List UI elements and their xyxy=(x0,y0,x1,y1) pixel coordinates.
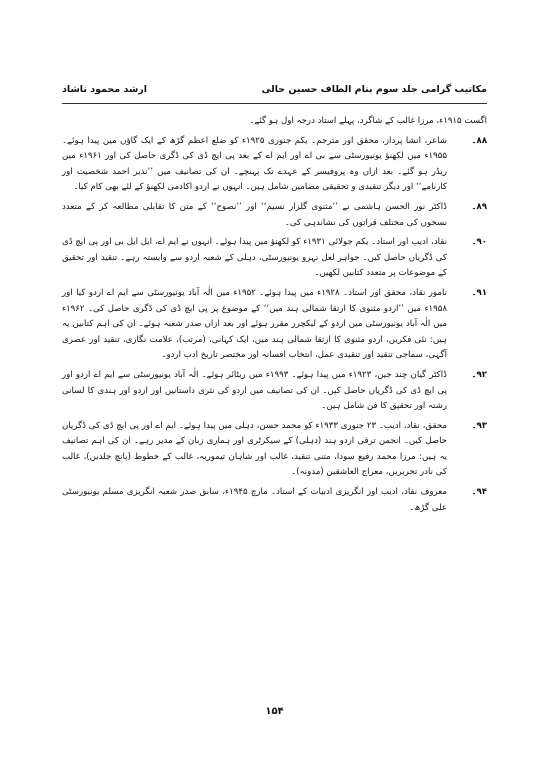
lead-text: اگست ۱۹۱۵ء، مرزا غالب کے شاگرد، پہلے استاد درجہ اول ہو گئے۔ xyxy=(249,116,487,126)
footnote-text: نقاد، ادیب اور استاد۔ یکم جولائی ۱۹۳۱ء کو لکھنؤ میں پیدا ہوئے۔ انہوں نے ایم اے، ایل ایل بی اور پی ایچ ڈی کی ڈگریاں حاصل کیں۔ جواہر لعل نہرو یونیورسٹی، دہلی کے شعبہ اردو سے وابستہ رہے۔ تنقید اور تحقیق کے موضوعات پر متعدد کتابیں لکھیں۔ xyxy=(62,237,448,279)
page-number: ۱۵۴ xyxy=(265,706,284,717)
footnote-text: محقق، نقاد، ادیب۔ ۲۳ جنوری ۱۹۳۳ء کو محمد حسن، دہلی میں پیدا ہوئے۔ ایم اے اور پی ایچ ڈی کی ڈگریاں حاصل کیں۔ انجمن ترقی اردو ہند (دہلی) کے سیکرٹری اور ہماری زبان کے مدیر رہے۔ ان کی اہم تصانیف یہ ہیں: مرزا محمد رفیع سودا، متنی تنقید، غالب اور شاہان تیموریہ، غالب کے خطوط (پانچ جلدیں)، غالب کی نادر تحریریں، معراج العاشقین (مدونہ)۔ xyxy=(62,420,448,478)
header-rule xyxy=(62,103,487,104)
footnote-91 xyxy=(62,286,487,364)
footnote-90 xyxy=(62,235,487,282)
footnote-number: ۹۱۔ xyxy=(471,287,487,298)
footnote-92 xyxy=(62,368,487,415)
footnote-89 xyxy=(62,200,487,231)
footnote-93 xyxy=(62,419,487,481)
footnote-number: ۸۸۔ xyxy=(471,135,487,146)
footnote-number: ۹۴۔ xyxy=(471,487,487,498)
author-name: ارشد محمود ناشاد xyxy=(62,84,148,95)
footnote-number: ۹۳۔ xyxy=(471,420,487,431)
footnote-number: ۹۰۔ xyxy=(471,237,487,248)
footnote-94 xyxy=(62,485,487,516)
footnotes-body xyxy=(62,114,487,520)
footnote-number: ۸۹۔ xyxy=(471,201,487,212)
footnote-text: معروف نقاد، ادیب اور انگریزی ادبیات کے استاد۔ مارچ ۱۹۴۵ء، سابق صدر شعبہ انگریزی مسلم یونیورسٹی علی گڑھ۔ xyxy=(62,487,447,513)
footnote-text: نامور نقاد، محقق اور استاد۔ ۱۹۲۸ء میں پیدا ہوئے۔ ۱۹۵۲ء میں الٰہ آباد یونیورسٹی سے ایم اے اردو کیا اور ۱۹۵۸ء میں ’’اردو مثنوی کا ارتقا شمالی ہند میں‘‘ کے موضوع پر پی ایچ ڈی کی ڈگری حاصل کی۔ ۱۹۶۲ء میں الٰہ آباد یونیورسٹی میں اردو کے لیکچرر مقرر ہوئے اور بعد ازاں صدر شعبہ ہوئے۔ ان کی اہم کتابیں یہ ہیں: نئی فکریں، اردو مثنوی کا ارتقا شمالی ہند میں، ایک کہانی، (مرتب)، علامت نگاری، تنقید اور عصری آگہی، سماجی تنقید اور تنقیدی عمل، انتخاب افسانہ اور مختصر تاریخ ادب اردو۔ xyxy=(62,287,447,361)
footnote-number: ۹۲۔ xyxy=(471,369,487,380)
footnote-text: ڈاکٹر گیان چند جین، ۱۹۲۳ء میں پیدا ہوئے۔ ۱۹۹۳ء میں ریٹائر ہوئے۔ الٰہ آباد یونیورسٹی سے ایم اے اردو اور پی ایچ ڈی کی ڈگریاں حاصل کیں۔ ان کی تصانیف میں اردو کی نثری داستانیں اور اردو اور ہندی کا لسانی رشتہ اور تحقیق کا فن شامل ہیں۔ xyxy=(62,369,447,412)
footnote-text: ڈاکٹر نور الحسن ہاشمی نے ’’مثنوی گلزار نسیم‘‘ اور ’’نصوح‘‘ کے متن کا تقابلی مطالعہ کر کے متعدد نسخوں کی مختلف قراتوں کی نشاندہی کی۔ xyxy=(62,201,447,228)
footnote-text: شاعر، انشا پرداز، محقق اور مترجم۔ یکم جنوری ۱۹۲۵ء کو ضلع اعظم گڑھ کے ایک گاؤں میں پیدا ہوئے۔ ۱۹۵۵ء میں لکھنؤ یونیورسٹی سے بی اے اور ایم اے کے بعد پی ایچ ڈی کی ڈگری حاصل کی اور ۱۹۶۱ء میں ریڈر ہو گئے۔ بعد ازاں وہ پروفیسر کے عہدے تک پہنچے۔ ان کی تصانیف میں ’’نذیر احمد شخصیت اور کارنامے‘‘ اور دیگر تنقیدی و تحقیقی مضامین شامل ہیں۔ انہوں نے اردو اکادمی لکھنؤ کے لئے بھی کام کیا۔ xyxy=(62,135,447,193)
running-title: مکاتیب گرامی جلد سوم بنام الطاف حسین حالی xyxy=(261,84,487,95)
running-header xyxy=(62,84,487,102)
footnote-88 xyxy=(62,134,487,196)
